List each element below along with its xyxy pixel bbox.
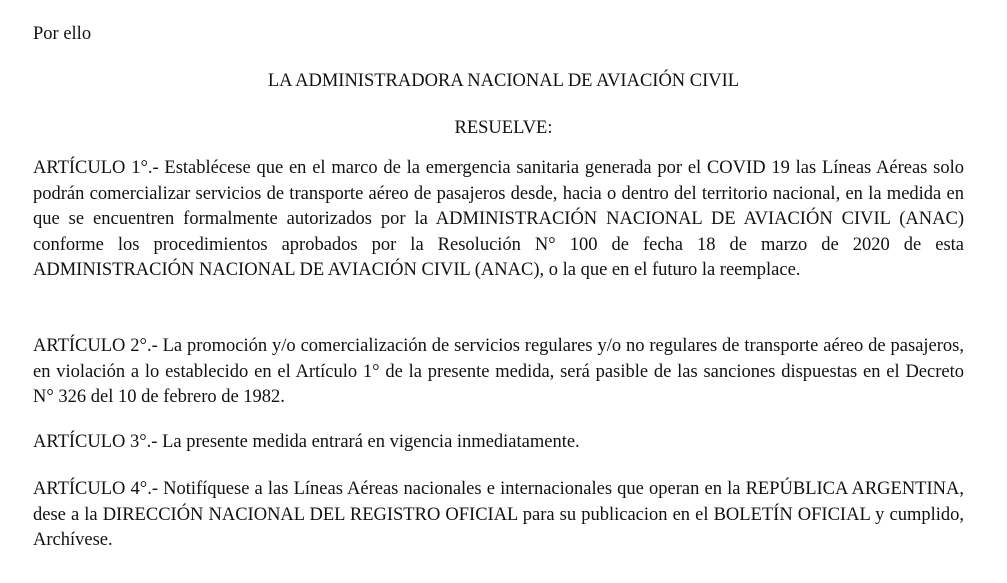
article-3: ARTÍCULO 3°.- La presente medida entrará en vigencia inmediatamente. [33, 432, 580, 452]
article-4: ARTÍCULO 4°.- Notifíquese a las Líneas Aéreas nacionales e internacionales que operan en la REPÚBLICA ARGENTINA, dese a la DIRECCIÓN NACIONAL DEL REGISTRO OFICIAL para su publicacion en el BOLETÍN OFICIAL y cumplido, Archívese. [33, 479, 964, 550]
article-1: ARTÍCULO 1°.- Establécese que en el marco de la emergencia sanitaria generada por el COVID 19 las Líneas Aéreas solo podrán comercializar servicios de transporte aéreo de pasajeros desde, hacia o dentro del territorio nacional, en la medida en que se encuentren formalmente autorizados por la ADMINISTRACIÓN NACIONAL DE AVIACIÓN CIVIL (ANAC) conforme los procedimientos aprobados por la Resolución N° 100 de fecha 18 de marzo de 2020 de esta ADMINISTRACIÓN NACIONAL DE AVIACIÓN CIVIL (ANAC), o la que en el futuro la reemplace. [33, 158, 964, 280]
document-heading: LA ADMINISTRADORA NACIONAL DE AVIACIÓN CIVIL [267, 71, 740, 91]
article-2: ARTÍCULO 2°.- La promoción y/o comercialización de servicios regulares y/o no regulares de transporte aéreo de pasajeros, en violación a lo establecido en el Artículo 1° de la presente medida, será pasible de las sanciones dispuestas en el Decreto N° 326 del 10 de febrero de 1982. [33, 336, 964, 407]
resolve-heading: RESUELVE: [454, 118, 553, 138]
intro-text: Por ello [33, 24, 92, 44]
